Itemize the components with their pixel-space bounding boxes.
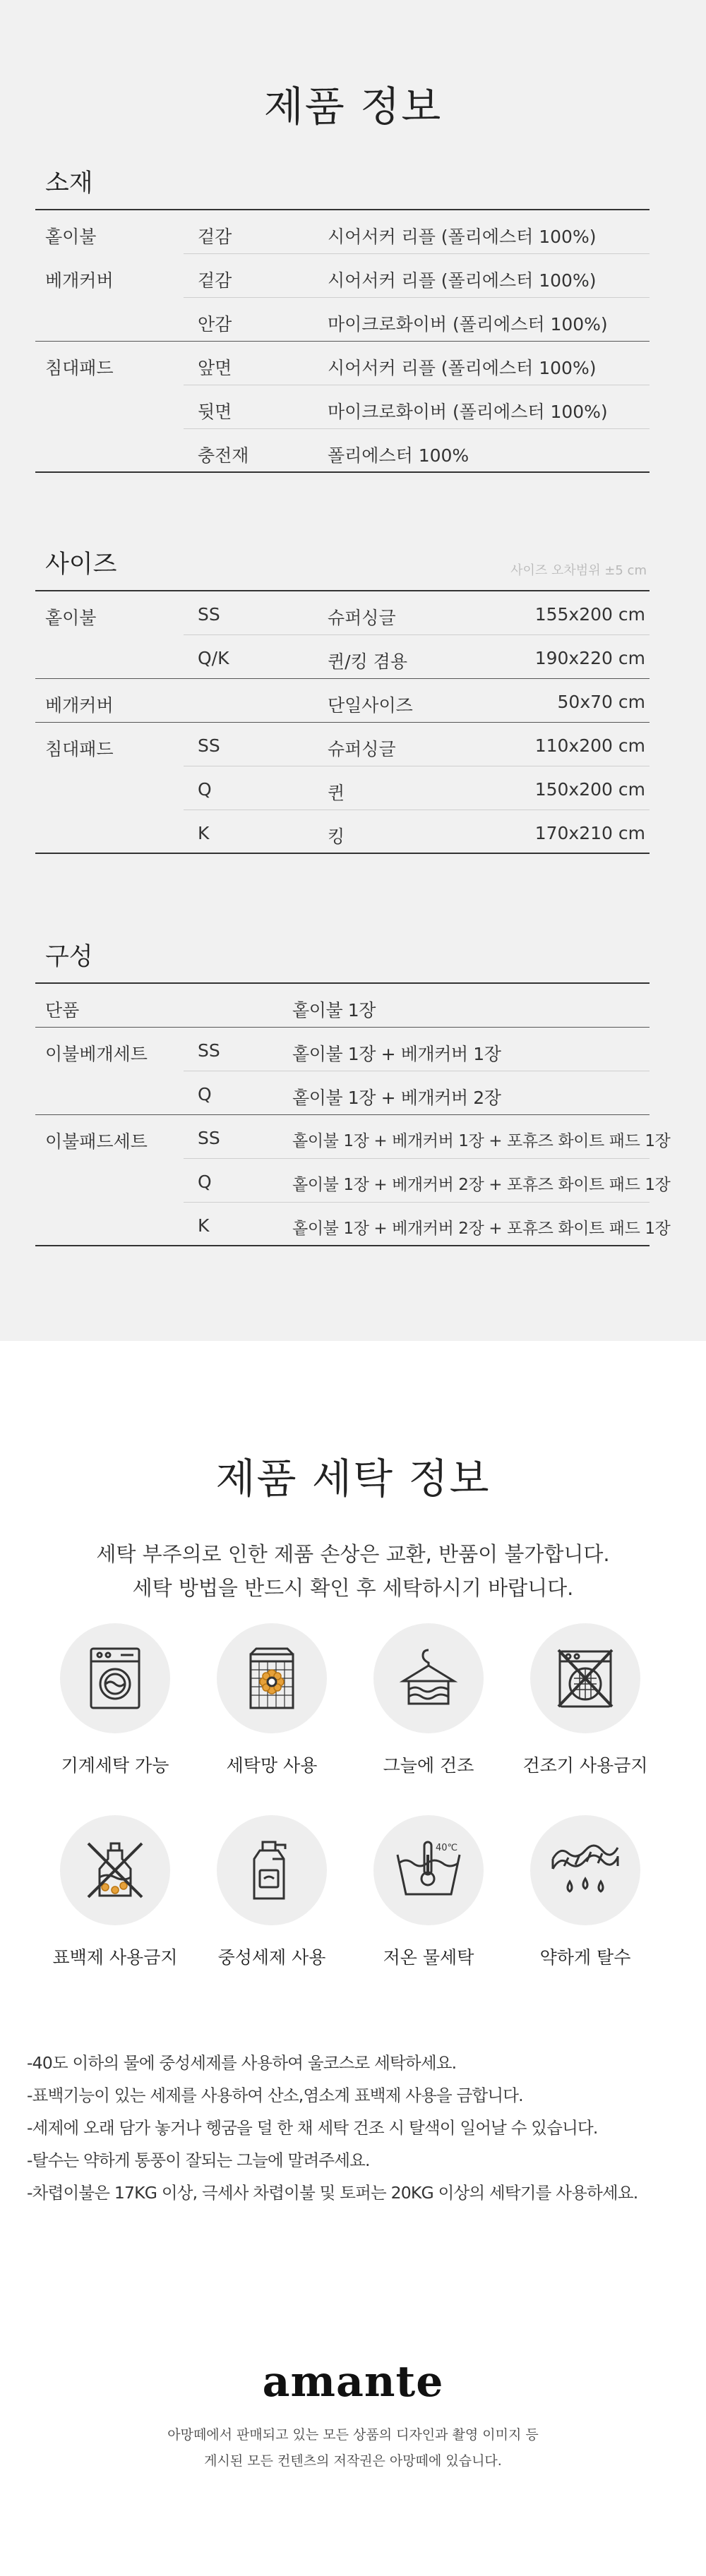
table-row xyxy=(35,679,650,723)
neutral-detergent-icon xyxy=(217,1815,327,1925)
copyright-line1: 아망떼에서 판매되고 있는 모든 상품의 디자인과 촬영 이미지 등 xyxy=(167,2427,539,2443)
row-size-code: Q xyxy=(198,1172,212,1192)
row-dimension: 190x220 cm xyxy=(534,648,645,668)
temperature-label: 40℃ xyxy=(436,1843,458,1853)
row-size-code: Q/K xyxy=(198,648,229,668)
row-material: 시어서커 리플 (폴리에스터 100%) xyxy=(328,270,597,291)
care-label: 표백제 사용금지 xyxy=(52,1947,178,1968)
table-row xyxy=(35,1028,650,1071)
wash-note: -세제에 오래 담가 놓거나 헹굼을 덜 한 채 세탁 건조 시 탈색이 일어날 수 있습니다. xyxy=(27,2118,598,2138)
care-label: 저온 물세탁 xyxy=(383,1947,474,1968)
row-size-code: K xyxy=(198,823,210,843)
no-bleach-icon xyxy=(60,1815,170,1925)
care-label: 중성세제 사용 xyxy=(217,1947,326,1968)
care-label: 세탁망 사용 xyxy=(226,1755,318,1776)
row-material: 시어서커 리플 (폴리에스터 100%) xyxy=(328,227,597,247)
table-row xyxy=(35,342,650,385)
row-part: 뒷면 xyxy=(198,402,232,422)
gentle-wring-icon xyxy=(530,1815,640,1925)
row-contents: 홑이불 1장 + 베개커버 1장 xyxy=(292,1044,501,1064)
material-header xyxy=(35,168,650,210)
row-category: 베개커버 xyxy=(45,695,114,716)
table-row xyxy=(35,254,650,298)
row-set-type: 단품 xyxy=(45,1000,80,1021)
row-set-type: 이불패드세트 xyxy=(45,1131,148,1152)
size-table xyxy=(35,549,650,854)
wash-info-section xyxy=(0,1341,706,2576)
row-category: 홑이불 xyxy=(45,227,97,247)
table-row xyxy=(35,766,650,810)
page-title: 제품 정보 xyxy=(263,83,443,131)
row-set-type: 이불베개세트 xyxy=(45,1044,148,1064)
row-category: 베개커버 xyxy=(45,270,114,291)
row-size-code: SS xyxy=(198,604,220,625)
row-contents: 홑이불 1장 + 베개커버 2장 xyxy=(292,1088,501,1108)
wash-subtitle-line2: 세탁 방법을 반드시 확인 후 세탁하시기 바랍니다. xyxy=(132,1576,574,1600)
material-title: 소재 xyxy=(45,169,93,198)
row-material: 마이크로화이버 (폴리에스터 100%) xyxy=(328,314,608,335)
wash-note: -차렵이불은 17KG 이상, 극세사 차렵이불 및 토퍼는 20KG 이상의 세탁기를 사용하세요. xyxy=(27,2183,638,2203)
row-size-code: SS xyxy=(198,1040,220,1061)
table-row xyxy=(35,723,650,766)
row-size-code: SS xyxy=(198,1128,220,1148)
row-contents: 홑이불 1장 + 베개커버 2장 + 포휴즈 화이트 패드 1장 xyxy=(292,1176,671,1194)
composition-title: 구성 xyxy=(45,943,93,971)
shade-dry-icon xyxy=(373,1623,484,1733)
table-row xyxy=(35,429,650,473)
size-tolerance-note: 사이즈 오차범위 ±5 cm xyxy=(510,563,647,578)
row-part: 안감 xyxy=(198,314,232,335)
row-dimension: 170x210 cm xyxy=(534,823,645,843)
table-row xyxy=(35,810,650,854)
wash-note: -탈수는 약하게 통풍이 잘되는 그늘에 말려주세요. xyxy=(27,2150,370,2170)
low-temp-wash-icon xyxy=(373,1815,484,1925)
care-label: 약하게 탈수 xyxy=(539,1947,631,1968)
table-row xyxy=(35,385,650,429)
row-dimension: 50x70 cm xyxy=(557,692,645,712)
care-item xyxy=(194,1623,349,1777)
wash-notes xyxy=(27,2047,690,2209)
table-row xyxy=(35,635,650,679)
wash-note: -표백기능이 있는 세제를 사용하여 산소,염소계 표백제 사용을 금합니다. xyxy=(27,2086,523,2105)
row-material: 폴리에스터 100% xyxy=(328,445,469,466)
table-row xyxy=(35,1203,671,1246)
wash-subtitle-line1: 세탁 부주의로 인한 제품 손상은 교환, 반품이 불가합니다. xyxy=(96,1542,610,1566)
row-material: 시어서커 리플 (폴리에스터 100%) xyxy=(328,358,597,378)
care-label: 기계세탁 가능 xyxy=(61,1755,169,1776)
brand-logo: amante xyxy=(262,2357,444,2407)
row-part: 겉감 xyxy=(198,227,232,247)
table-row xyxy=(35,1071,650,1115)
care-label: 건조기 사용금지 xyxy=(522,1755,648,1776)
wash-title: 제품 세탁 정보 xyxy=(215,1455,491,1503)
row-material: 마이크로화이버 (폴리에스터 100%) xyxy=(328,402,608,422)
row-size-name: 슈퍼싱글 xyxy=(328,739,396,759)
care-item xyxy=(351,1623,506,1777)
row-contents: 홑이불 1장 xyxy=(292,1000,376,1021)
care-item xyxy=(351,1815,506,1969)
laundry-net-icon xyxy=(217,1623,327,1733)
row-size-name: 킹 xyxy=(328,826,345,847)
no-dryer-icon xyxy=(530,1623,640,1733)
row-dimension: 150x200 cm xyxy=(534,779,645,800)
row-size-code: SS xyxy=(198,735,220,756)
care-item xyxy=(37,1815,193,1969)
row-size-name: 슈퍼싱글 xyxy=(328,608,396,628)
row-size-code: Q xyxy=(198,1084,212,1105)
care-item xyxy=(508,1623,663,1777)
composition-table xyxy=(35,941,671,1246)
row-size-name: 퀸 xyxy=(328,783,345,803)
row-size-name: 단일사이즈 xyxy=(328,695,413,716)
row-size-code: K xyxy=(198,1215,210,1236)
table-row xyxy=(35,1115,671,1159)
care-label: 그늘에 건조 xyxy=(383,1755,474,1776)
wash-note: -40도 이하의 물에 중성세제를 사용하여 울코스로 세탁하세요. xyxy=(27,2053,457,2073)
table-row xyxy=(35,1159,671,1203)
care-item xyxy=(194,1815,349,1969)
care-item xyxy=(37,1623,193,1777)
material-table xyxy=(35,168,650,473)
table-row xyxy=(35,591,650,635)
size-title: 사이즈 xyxy=(45,550,117,579)
table-row xyxy=(35,210,650,254)
row-part: 앞면 xyxy=(198,358,232,378)
row-part: 충전재 xyxy=(198,445,249,466)
row-category: 홑이불 xyxy=(45,608,97,628)
row-size-name: 퀸/킹 겸용 xyxy=(328,651,407,672)
row-category: 침대패드 xyxy=(45,739,114,759)
row-dimension: 110x200 cm xyxy=(534,735,645,756)
row-contents: 홑이불 1장 + 베개커버 2장 + 포휴즈 화이트 패드 1장 xyxy=(292,1220,671,1238)
row-part: 겉감 xyxy=(198,270,232,291)
row-contents: 홑이불 1장 + 베개커버 1장 + 포휴즈 화이트 패드 1장 xyxy=(292,1132,671,1150)
size-header xyxy=(35,549,650,591)
table-row xyxy=(35,984,650,1028)
copyright-line2: 게시된 모든 컨텐츠의 저작권은 아망떼에 있습니다. xyxy=(204,2453,502,2469)
composition-header xyxy=(35,941,650,984)
washing-machine-icon xyxy=(60,1623,170,1733)
table-row xyxy=(35,298,650,342)
row-category: 침대패드 xyxy=(45,358,114,378)
row-size-code: Q xyxy=(198,779,212,800)
row-dimension: 155x200 cm xyxy=(534,604,645,625)
care-item xyxy=(508,1815,663,1969)
